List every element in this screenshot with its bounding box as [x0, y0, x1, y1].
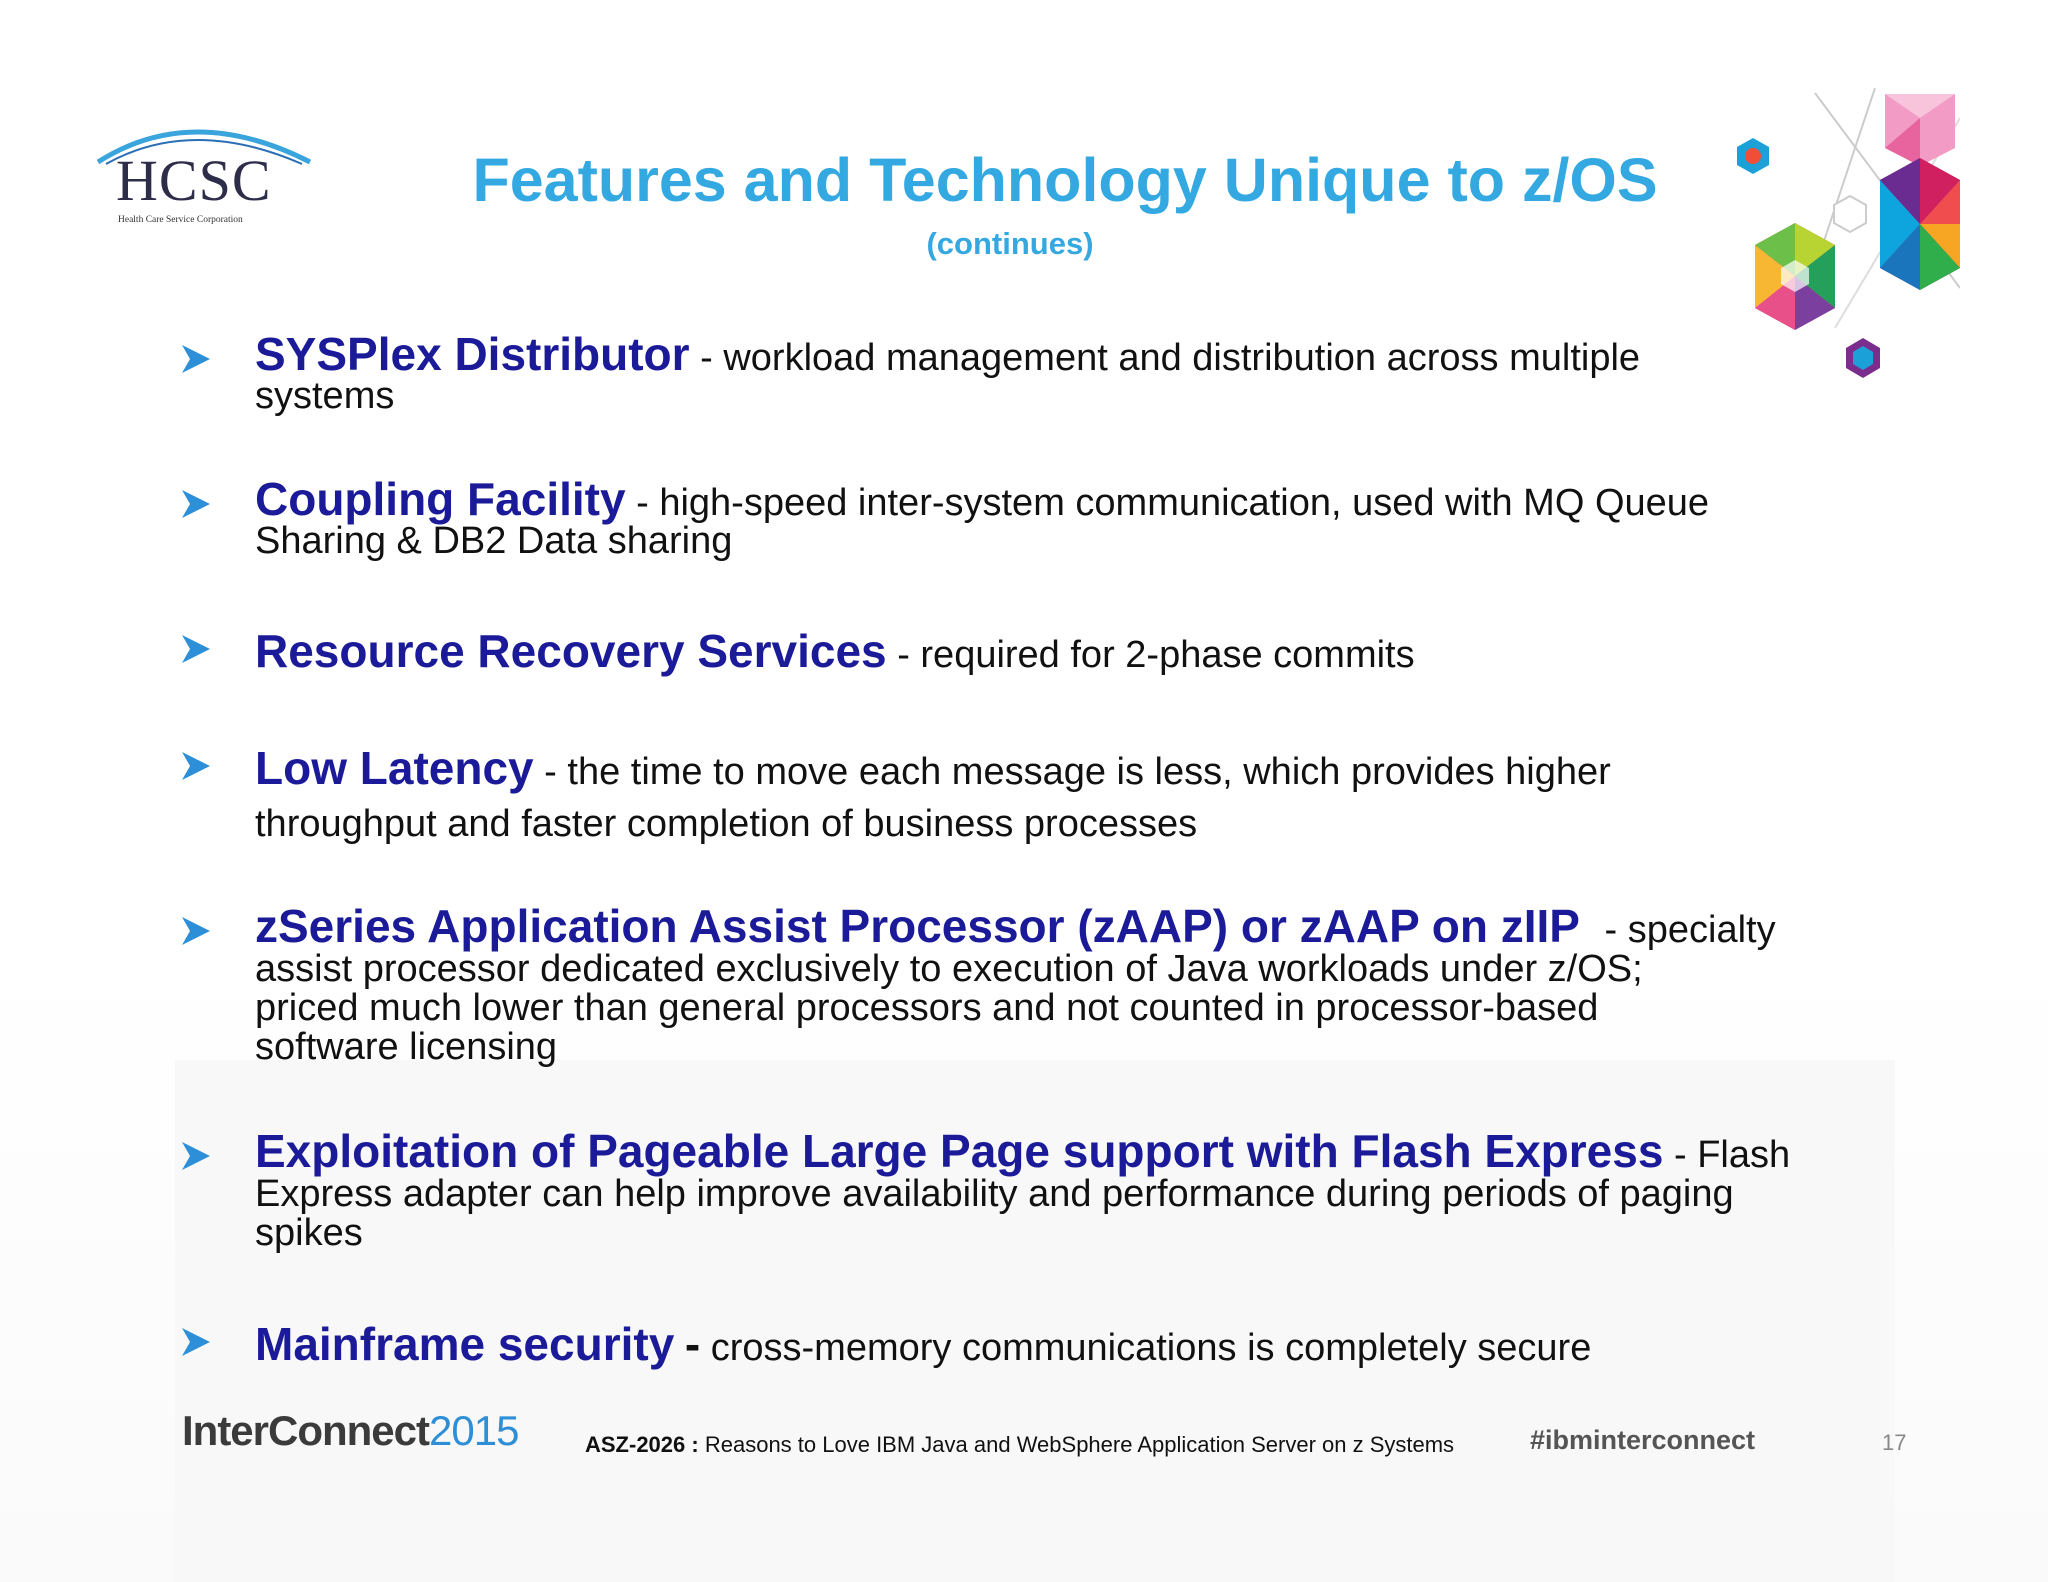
bullet-term: Low Latency: [255, 742, 534, 794]
bullet-line: Express adapter can help improve availability and performance during periods of paging: [255, 1173, 1734, 1215]
arrow-bullet-icon: [180, 633, 212, 665]
list-item: [180, 328, 1880, 435]
session-code: ASZ-2026 :: [585, 1432, 699, 1457]
brand-name: InterConnect: [182, 1407, 430, 1454]
bullet-line: - high-speed inter-system communication, used with MQ Queue: [636, 482, 1710, 524]
bullet-term: zSeries Application Assist Processor (zAAP) or zAAP on zIIP: [255, 900, 1580, 952]
bullet-term: Mainframe security: [255, 1318, 675, 1370]
list-item: [180, 900, 1880, 1087]
bullet-line: assist processor dedicated exclusively to execution of Java workloads under z/OS;: [255, 948, 1643, 990]
page-subtitle: (continues): [926, 226, 1094, 261]
bullet-line: - workload management and distribution across multiple: [700, 337, 1641, 379]
bullet-line: Sharing & DB2 Data sharing: [255, 520, 733, 562]
logo-tagline: Health Care Service Corporation: [118, 215, 243, 225]
session-info: [585, 1432, 1454, 1458]
bullet-line: spikes: [255, 1212, 363, 1254]
arrow-bullet-icon: [180, 343, 212, 375]
page-title: Features and Technology Unique to z/OS: [472, 146, 1658, 214]
bullet-line: - the time to move each message is less, which provides higher: [544, 751, 1611, 793]
bullet-line: software licensing: [255, 1026, 558, 1068]
list-item: [180, 625, 1880, 685]
bullet-line: - required for 2-phase commits: [897, 634, 1415, 676]
list-item: [180, 473, 1880, 580]
bullet-term: Coupling Facility: [255, 473, 626, 525]
arrow-bullet-icon: [180, 488, 212, 520]
list-item: [180, 1125, 1880, 1272]
bullet-line: cross-memory communications is completely secure: [710, 1327, 1592, 1369]
bullet-line: priced much lower than general processors and not counted in processor-based: [255, 987, 1599, 1029]
bullet-term: Exploitation of Pageable Large Page support with Flash Express: [255, 1125, 1664, 1177]
bullet-line: - Flash: [1673, 1134, 1791, 1176]
hcsc-logo: [92, 112, 322, 242]
bullet-line: - specialty: [1604, 909, 1776, 951]
arrow-bullet-icon: [180, 1326, 212, 1358]
arrow-bullet-icon: [180, 1140, 212, 1172]
arrow-bullet-icon: [180, 915, 212, 947]
session-title: Reasons to Love IBM Java and WebSphere Application Server on z Systems: [704, 1432, 1455, 1457]
logo-name: HCSC: [116, 148, 272, 213]
list-item: [180, 1318, 1880, 1378]
list-item: [180, 742, 1880, 852]
brand-year: 2015: [429, 1407, 519, 1454]
bullet-dash: -: [684, 1318, 701, 1370]
hashtag: #ibminterconnect: [1530, 1425, 1756, 1455]
bullet-term: Resource Recovery Services: [255, 625, 887, 677]
bullet-line: throughput and faster completion of business processes: [255, 803, 1198, 845]
page-number: 17: [1882, 1430, 1907, 1455]
interconnect-brand: [182, 1407, 519, 1454]
bullet-line: systems: [255, 375, 395, 417]
arrow-bullet-icon: [180, 750, 212, 782]
bullet-term: SYSPlex Distributor: [255, 328, 690, 380]
